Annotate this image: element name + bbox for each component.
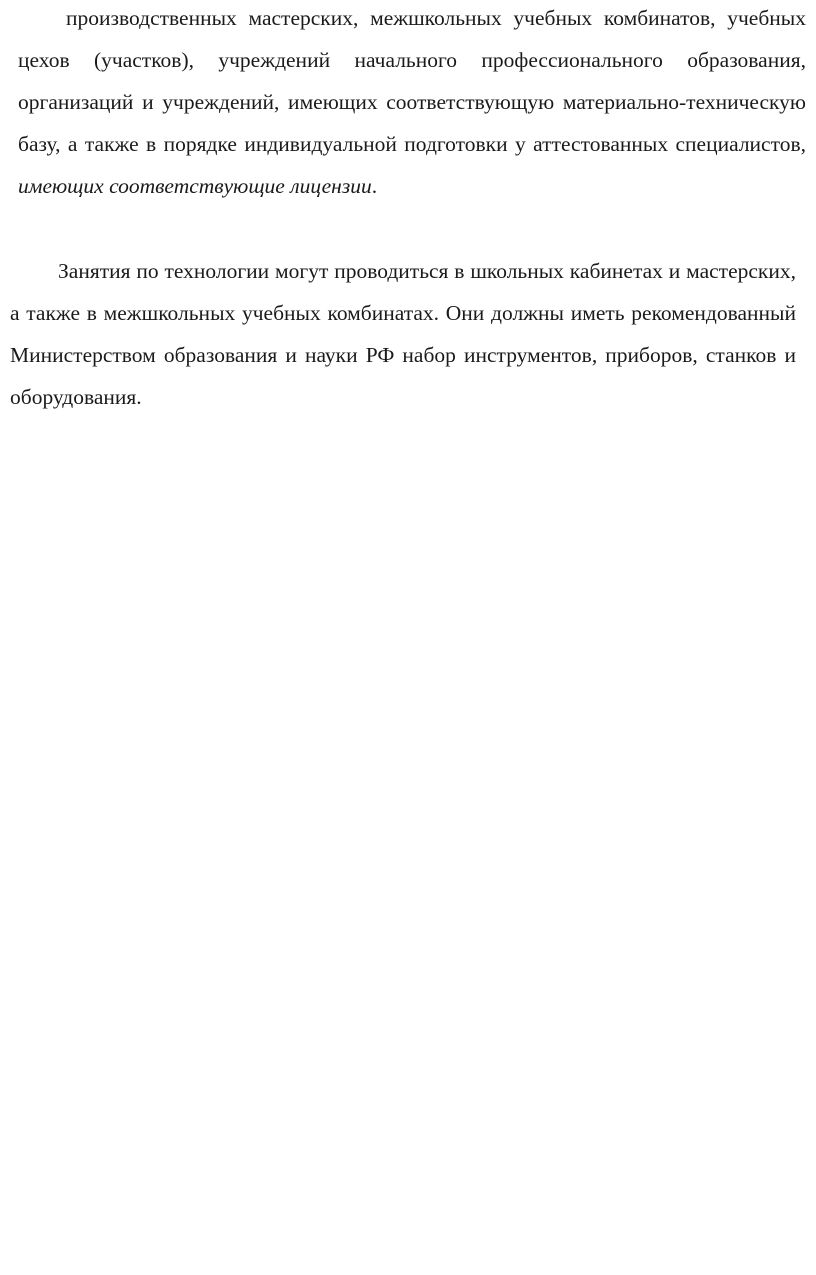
paragraph-1-end: . — [371, 174, 378, 198]
paragraph-1-text: производственных мастерских, межшкольных учебных комбинатов, учебных цехов (участков), учреждений начального профессионального образования, организаций и учреждений, имеющих соответствующую материально-техническую базу, а также в порядке индивидуальной подготовки у аттестованных специалистов, — [18, 6, 806, 156]
paragraph-continuation — [18, 0, 806, 207]
paragraph-technology-classes — [10, 250, 796, 418]
paragraph-2-text: Занятия по технологии могут проводиться в школьных кабинетах и мастерских, а также в межшкольных учебных комбинатах. Они должны иметь рекомендованный Министерством образования и науки РФ набор инструментов, приборов, станков и оборудования. — [10, 259, 796, 409]
paragraph-1-italic-text: имеющих соответствующие лицензии — [18, 174, 372, 198]
